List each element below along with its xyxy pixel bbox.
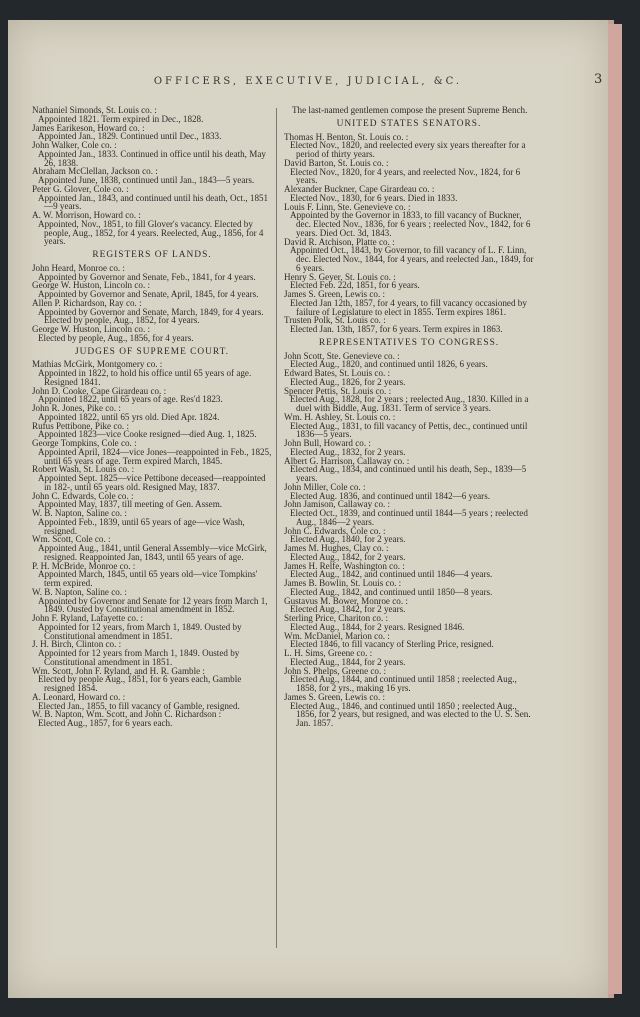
officer-detail: Appointed for 12 years from March 1, 1849. Ousted by Constitutional amendment in 1851.	[38, 648, 240, 667]
officer-name: J. H. Birch, Clinton co. :	[32, 639, 122, 650]
officer-detail: Elected Aug. 1836, and continued until 1842—6 years.	[290, 490, 491, 501]
officer-detail: Appointed June, 1838, continued until Jan., 1843—5 years.	[38, 175, 255, 185]
officer-detail: Elected Aug., 1834, and continued until his death, Sep., 1839—5 years.	[290, 464, 527, 483]
officer-entry	[32, 667, 272, 693]
officer-entry	[284, 614, 534, 632]
officer-name: David R. Atchison, Platte co. :	[284, 236, 395, 247]
officer-detail: Elected Aug., 1857, for 6 years each.	[38, 718, 173, 728]
officer-detail: Appointed Sept. 1825—vice Pettibone deceased—reappointed in 182-, until 65 years old. Resigned May, 1837.	[38, 473, 266, 492]
officer-entry	[284, 579, 534, 597]
officer-detail: Appointed Jan., 1829. Continued until Dec., 1833.	[38, 131, 222, 142]
officer-detail: Appointed Aug., 1841, until General Assembly—vice McGirk, resigned. Reappointed Jan, 1843, until 65 years of age.	[38, 543, 267, 562]
officer-entry	[284, 413, 534, 439]
officer-detail: Elected Aug., 1842, for 2 years.	[290, 551, 406, 562]
officer-name: L. H. Sims, Greene co. :	[284, 648, 373, 658]
officer-name: Edward Bates, St. Louis co. :	[284, 368, 391, 378]
officer-detail: Appointed 1822, until 65 yrs old. Died Apr. 1824.	[38, 411, 220, 422]
officer-name: John Jamison, Callaway co. :	[284, 499, 391, 510]
officer-detail: Elected Aug., 1846, and continued until 1850 ; reelected Aug., 1856, for 2 years, but resigned, and was elected to the U. S. Sen. Jan. 1857.	[290, 700, 531, 728]
officer-name: Nathaniel Simonds, St. Louis co. :	[32, 105, 157, 115]
book-page	[8, 20, 614, 998]
officer-entry	[32, 264, 272, 282]
officer-detail: Appointed Feb., 1839, until 65 years of age—vice Wash, resigned.	[38, 516, 245, 536]
officer-name: Thomas H. Benton, St. Louis co. :	[284, 131, 409, 142]
officer-entry	[284, 527, 534, 545]
officer-name: James Earikeson, Howard co. :	[32, 122, 145, 133]
officer-name: John Miller, Cole co. :	[284, 481, 366, 492]
officer-name: Henry S. Geyer, St. Louis co. :	[284, 271, 396, 282]
officer-name: Alexander Buckner, Cape Girardeau co. :	[284, 184, 435, 194]
officer-entry	[284, 352, 534, 370]
officer-name: Wm. H. Ashley, St. Louis co. :	[284, 411, 396, 422]
officer-entry	[32, 492, 272, 510]
officer-entry	[284, 369, 534, 387]
officer-detail: Elected by people Aug., 1851, for 6 years each, Gamble resigned 1854.	[38, 674, 242, 693]
right-column	[284, 106, 534, 728]
officer-name: David Barton, St. Louis co. :	[284, 157, 389, 168]
officer-name: Abraham McClellan, Jackson co. :	[32, 166, 158, 177]
officer-entry	[32, 141, 272, 167]
officer-detail: Appointed in 1822, to hold his office until 65 years of age. Resigned 1841.	[38, 368, 252, 387]
officer-name: James S. Green, Lewis co. :	[284, 691, 386, 702]
officer-name: John C. Edwards, Cole co. :	[284, 525, 386, 536]
officer-name: John R. Jones, Pike co. :	[32, 403, 121, 413]
officer-name: John Scott, Ste. Genevieve co. :	[284, 350, 400, 361]
officer-detail: Elected Aug., 1826, for 2 years.	[290, 376, 406, 387]
officer-entry	[284, 238, 534, 273]
officer-name: Wm. Scott, Cole co. :	[32, 534, 111, 545]
officer-entry	[32, 614, 272, 640]
officer-entry	[32, 360, 272, 386]
officer-name: James B. Bowlin, St. Louis co. :	[284, 578, 402, 588]
officer-entry	[32, 562, 272, 588]
officer-name: John S. Phelps, Greene co. :	[284, 665, 387, 676]
officer-name: Allen P. Richardson, Ray co. :	[32, 297, 142, 308]
officer-entry	[32, 422, 272, 440]
officer-name: Robert Wash, St. Louis co. :	[32, 464, 135, 475]
officer-entry	[284, 457, 534, 483]
officer-entry	[284, 203, 534, 238]
officer-name: Louis F. Linn, Ste. Genevieve co. :	[284, 201, 411, 212]
officer-detail: Appointed by Governor and Senate for 12 years from March 1, 1849. Ousted by Constitutional amendment in 1852.	[38, 595, 268, 615]
officer-entry	[32, 588, 272, 614]
officer-entry	[284, 500, 534, 526]
officer-entry	[284, 562, 534, 580]
officer-detail: Elected Aug., 1844, for 2 years. Resigned 1846.	[290, 621, 465, 632]
officer-detail: Elected Nov., 1830, for 6 years. Died in 1833.	[290, 192, 458, 203]
officer-detail: Appointed 1822, until 65 years of age. Res'd 1823.	[38, 394, 223, 405]
officer-detail: Appointed Jan., 1843, and continued until his death, Oct., 1851—9 years.	[38, 192, 269, 212]
officer-detail: Elected Aug., 1842, for 2 years.	[290, 604, 406, 615]
officer-detail: Elected by people, Aug., 1856, for 4 years.	[38, 332, 194, 343]
officer-entry	[32, 535, 272, 561]
officer-entry	[284, 133, 534, 159]
officer-name: W. B. Napton, Wm. Scott, and John C. Richardson :	[32, 709, 222, 720]
officer-name: George W. Huston, Lincoln co. :	[32, 280, 151, 291]
officer-name: Gustavus M. Bower, Monroe co. :	[284, 595, 408, 606]
section-heading: UNITED STATES SENATORS.	[336, 118, 482, 129]
officer-name: Trusten Polk, St. Louis co. :	[284, 315, 386, 326]
officer-name: George W. Huston, Lincoln co. :	[32, 324, 151, 334]
officer-detail: Elected 1846, to fill vacancy of Sterling Price, resigned.	[290, 639, 494, 650]
officer-entry	[284, 632, 534, 650]
officer-entry	[284, 439, 534, 457]
officer-entry	[32, 640, 272, 666]
officer-detail: Elected Jan. 13th, 1857, for 6 years. Term expires in 1863.	[290, 324, 503, 334]
column-divider	[276, 108, 277, 948]
officer-entry	[284, 185, 534, 203]
section-heading: JUDGES OF SUPREME COURT.	[74, 346, 229, 357]
officer-entry	[32, 404, 272, 422]
intro-note: The last-named gentlemen compose the present Supreme Bench.	[292, 105, 528, 115]
officer-name: Wm. Scott, John F. Ryland, and H. R. Gamble :	[32, 665, 205, 676]
officer-name: A. Leonard, Howard co. :	[32, 691, 126, 702]
officer-name: W. B. Napton, Saline co. :	[32, 508, 127, 518]
officer-entry	[32, 299, 272, 325]
officer-detail: Elected Aug., 1831, to fill vacancy of Pettis, dec., continued until 1836—5 years.	[290, 420, 528, 440]
officer-name: James H. Relfe, Washington co. :	[284, 560, 405, 571]
officer-entry	[32, 185, 272, 211]
officer-entry	[32, 465, 272, 491]
officer-entry	[284, 693, 534, 728]
officer-name: James S. Green, Lewis co. :	[284, 289, 386, 299]
officer-detail: Elected Aug., 1842, and continued until 1846—4 years.	[290, 569, 493, 580]
officer-entry	[32, 693, 272, 711]
officer-name: P. H. McBride, Monroe co. :	[32, 560, 136, 571]
officer-detail: Appointed for 12 years, from March 1, 1849. Ousted by Constitutional amendment in 1851.	[38, 621, 242, 641]
officer-name: Peter G. Glover, Cole co. :	[32, 183, 129, 194]
officer-name: John Walker, Cole co. :	[32, 140, 117, 150]
officer-name: Wm. McDaniel, Marion co. :	[284, 630, 390, 641]
officer-entry	[284, 159, 534, 185]
page-number: 3	[594, 72, 603, 87]
officer-name: John Bull, Howard co. :	[284, 438, 371, 448]
section-heading: REGISTERS OF LANDS.	[92, 250, 212, 260]
officer-detail: Elected Nov., 1820, and reelected every six years thereafter for a period of thirty years.	[290, 140, 526, 159]
officer-detail: Appointed by Governor and Senate, April, 1845, for 4 years.	[38, 289, 259, 299]
officer-entry	[32, 439, 272, 465]
officer-name: John D. Cooke, Cape Girardeau co. :	[32, 385, 167, 396]
officer-detail: Elected Oct., 1839, and continued until 1844—5 years ; reelected Aug., 1846—2 years.	[290, 508, 528, 527]
officer-detail: Elected Feb. 22d, 1851, for 6 years.	[290, 280, 420, 291]
officer-entry	[284, 649, 534, 667]
officer-detail: Appointed Jan., 1833. Continued in office until his death, May 26, 1838.	[38, 148, 266, 168]
officer-entry	[284, 483, 534, 501]
running-header: OFFICERS, EXECUTIVE, JUDICIAL, &C.	[153, 76, 463, 87]
officer-name: W. B. Napton, Saline co. :	[32, 586, 127, 597]
officer-entry	[32, 710, 272, 728]
officer-name: John Heard, Monroe co. :	[32, 262, 125, 273]
officer-entry	[32, 167, 272, 185]
page-edge	[608, 24, 622, 994]
officer-entry	[32, 387, 272, 405]
officer-detail: Elected Nov., 1820, for 4 years, and reelected Nov., 1824, for 6 years.	[290, 166, 521, 186]
officer-name: Sterling Price, Chariton co. :	[284, 613, 389, 623]
officer-entry	[32, 211, 272, 246]
officer-name: John C. Edwards, Cole co. :	[32, 490, 134, 501]
officer-name: George Tompkins, Cole co. :	[32, 438, 137, 448]
officer-detail: Appointed 1821. Term expired in Dec., 1828.	[38, 113, 204, 124]
officer-detail: Appointed April, 1824—vice Jones—reappointed in Feb., 1825, until 65 years of age. Term expired March, 1845.	[38, 446, 272, 466]
officer-detail: Elected Aug., 1844, and continued until 1858 ; reelected Aug., 1858, for 2 yrs., making 16 yrs.	[290, 674, 517, 693]
officer-entry	[32, 281, 272, 299]
officer-name: James M. Hughes, Clay co. :	[284, 543, 389, 553]
officer-entry	[284, 544, 534, 562]
officer-detail: Elected Aug., 1828, for 2 years ; reelected Aug., 1830. Killed in a duel with Biddle, Aug. 1831. Term of service 3 years.	[290, 394, 529, 413]
officer-detail: Appointed Oct., 1843, by Governor, to fill vacancy of L. F. Linn, dec. Elected Nov., 1844, for 4 years, and reelected Jan., 1849, for 6 years.	[290, 245, 534, 273]
officer-entry	[284, 667, 534, 693]
officer-detail: Appointed by Governor and Senate, March, 1849, for 4 years. Elected by people, Aug., 1852, for 4 years.	[38, 306, 264, 326]
officer-entry	[32, 509, 272, 535]
officer-detail: Elected Aug., 1844, for 2 years.	[290, 656, 406, 667]
officer-detail: Elected Aug., 1832, for 2 years.	[290, 446, 406, 457]
officer-detail: Appointed March, 1845, until 65 years old—vice Tompkins' term expired.	[38, 569, 258, 588]
section-heading: REPRESENTATIVES TO CONGRESS.	[318, 337, 500, 348]
officer-name: John F. Ryland, Lafayette co. :	[32, 613, 144, 623]
officer-detail: Elected Aug., 1820, and continued until 1826, 6 years.	[290, 359, 488, 370]
officer-detail: Appointed, Nov., 1851, to fill Glover's vacancy. Elected by people, Aug., 1852, for 4 years. Reelected, Aug., 1856, for 4 years.	[38, 218, 264, 247]
officer-name: Rufus Pettibone, Pike co. :	[32, 420, 129, 431]
officer-entry	[284, 597, 534, 615]
officer-entry	[284, 273, 534, 291]
officer-detail: Elected Jan., 1855, to fill vacancy of Gamble, resigned.	[38, 700, 240, 711]
officer-name: Albert G. Harrison, Callaway co. :	[284, 455, 410, 466]
officer-entry	[32, 106, 272, 124]
officer-detail: Appointed 1823—vice Cooke resigned—died Aug. 1, 1825.	[38, 429, 257, 440]
officer-detail: Appointed by the Governor in 1833, to fill vacancy of Buckner, dec. Elected Nov., 1836, for 6 years ; reelected Nov., 1842, for 6 years. Died Oct. 3d, 1843.	[290, 210, 531, 238]
left-column	[32, 106, 272, 728]
officer-name: Mathias McGirk, Montgomery co. :	[32, 359, 163, 370]
officer-detail: Elected Jan 12th, 1857, for 4 years, to fill vacancy occasioned by failure of Legislature to elect in 1855. Term expires 1861.	[290, 297, 527, 317]
officer-entry	[284, 316, 534, 334]
officer-detail: Elected Aug., 1840, for 2 years.	[290, 534, 406, 545]
officer-name: A. W. Morrison, Howard co. :	[32, 210, 141, 220]
officer-entry	[32, 325, 272, 343]
officer-name: Spencer Pettis, St. Louis co. :	[284, 385, 392, 396]
officer-detail: Appointed by Governor and Senate, Feb., 1841, for 4 years.	[38, 271, 256, 282]
officer-entry	[32, 124, 272, 142]
officer-detail: Elected Aug., 1842, and continued until 1850—8 years.	[290, 586, 493, 597]
officer-entry	[284, 387, 534, 413]
officer-detail: Appointed May, 1837, till meeting of Gen. Assem.	[38, 499, 223, 510]
officer-entry	[284, 290, 534, 316]
